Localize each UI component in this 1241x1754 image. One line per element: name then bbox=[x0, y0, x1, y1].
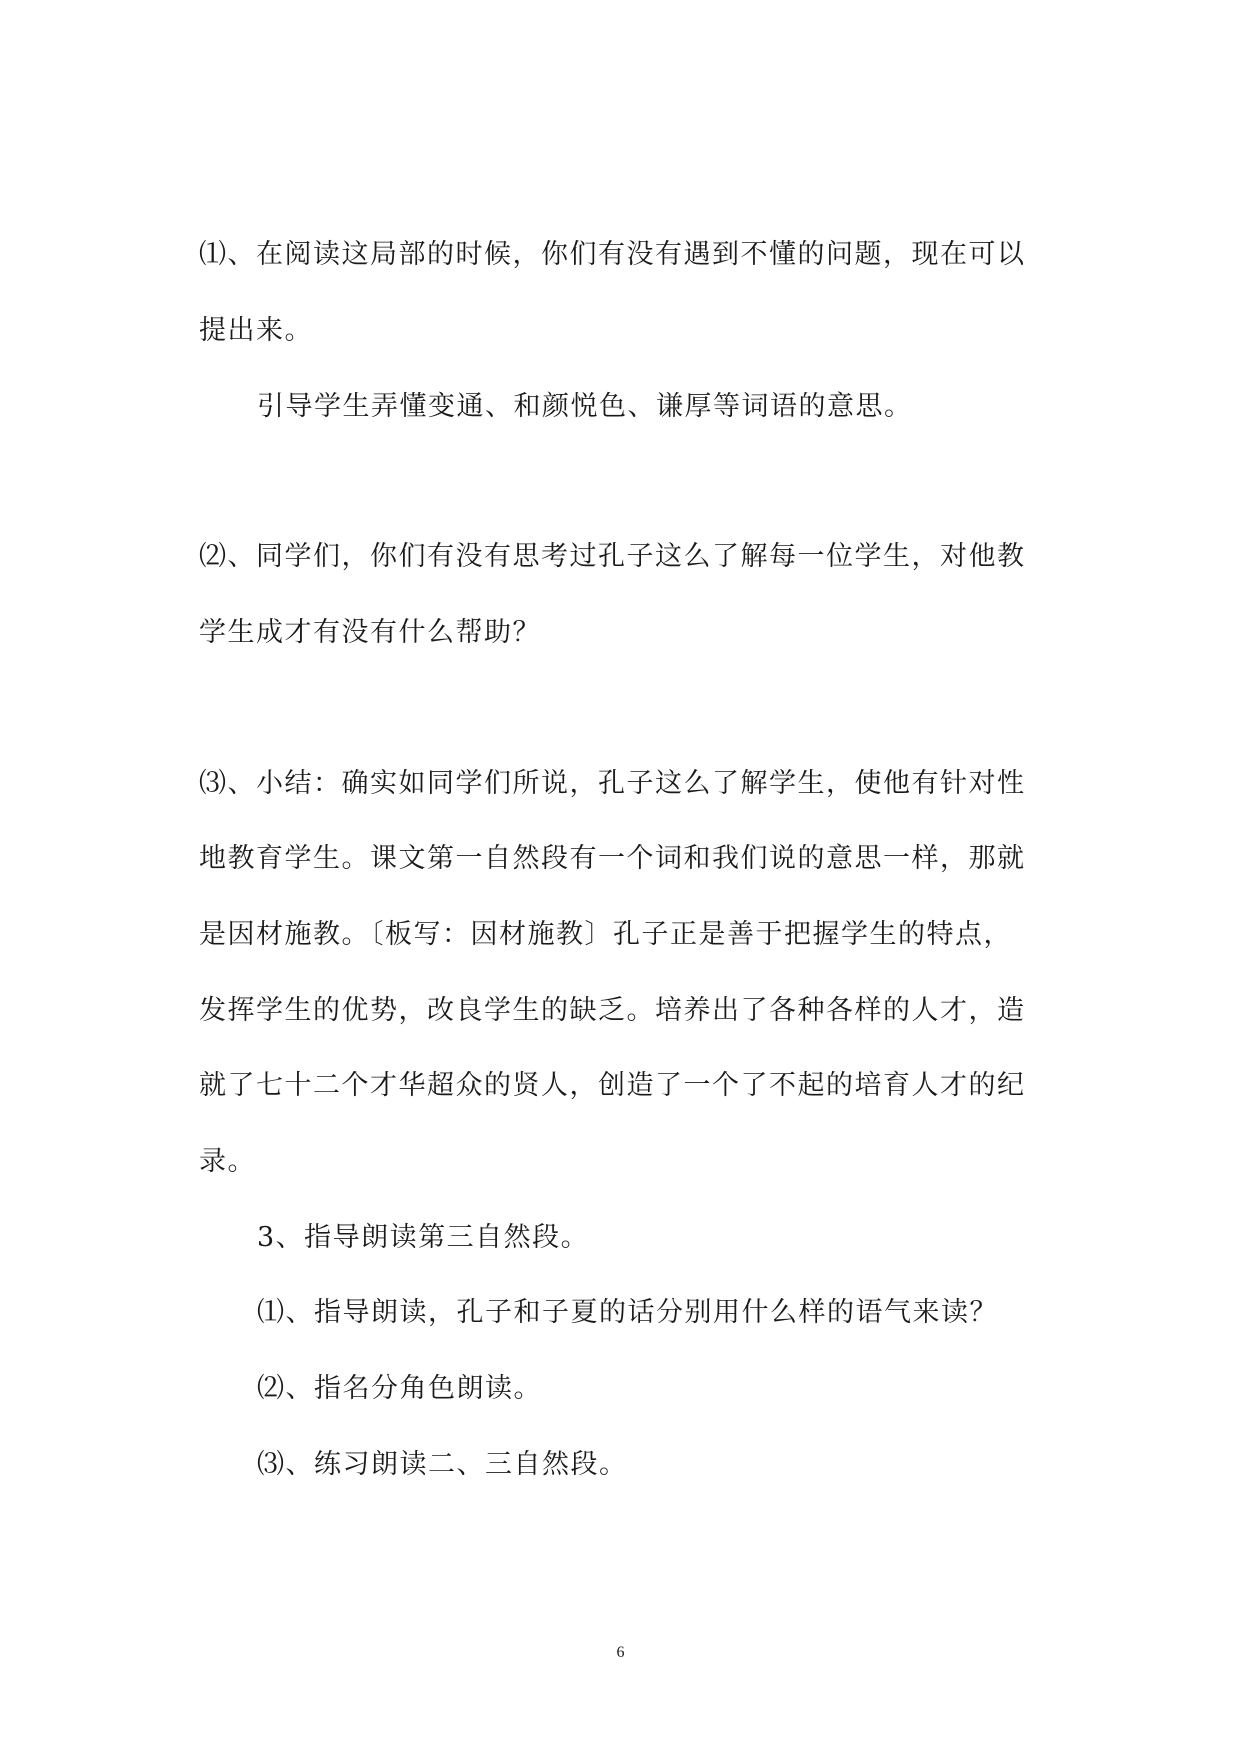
paragraph-line: 引导学生弄懂变通、和颜悦色、谦厚等词语的意思。 bbox=[257, 391, 913, 422]
paragraph-line: 提出来。 bbox=[199, 315, 313, 346]
paragraph-line: ⑶、小结：确实如同学们所说，孔子这么了解学生，使他有针对性 bbox=[199, 768, 1026, 799]
paragraph-line: 3、指导朗读第三自然段。 bbox=[257, 1222, 590, 1253]
paragraph-line: 学生成才有没有什么帮助？ bbox=[199, 617, 541, 648]
paragraph-line: ⑵、指名分角色朗读。 bbox=[257, 1373, 542, 1404]
page-number: 6 bbox=[616, 1644, 625, 1661]
paragraph-line: 录。 bbox=[199, 1146, 256, 1177]
paragraph-line: 是因材施教。〔板写：因材施教〕孔子正是善于把握学生的特点， bbox=[199, 919, 1012, 950]
paragraph-line: 发挥学生的优势，改良学生的缺乏。培养出了各种各样的人才，造 bbox=[199, 995, 1026, 1026]
paragraph-line: 就了七十二个才华超众的贤人，创造了一个了不起的培育人才的纪 bbox=[199, 1070, 1026, 1101]
paragraph-line: ⑴、指导朗读，孔子和子夏的话分别用什么样的语气来读？ bbox=[257, 1297, 998, 1328]
paragraph-line: 地教育学生。课文第一自然段有一个词和我们说的意思一样，那就 bbox=[199, 843, 1026, 874]
paragraph-line: ⑵、同学们，你们有没有思考过孔子这么了解每一位学生，对他教 bbox=[199, 541, 1026, 572]
paragraph-line: ⑶、练习朗读二、三自然段。 bbox=[257, 1449, 628, 1480]
paragraph-line: ⑴、在阅读这局部的时候，你们有没有遇到不懂的问题，现在可以 bbox=[199, 239, 1026, 270]
